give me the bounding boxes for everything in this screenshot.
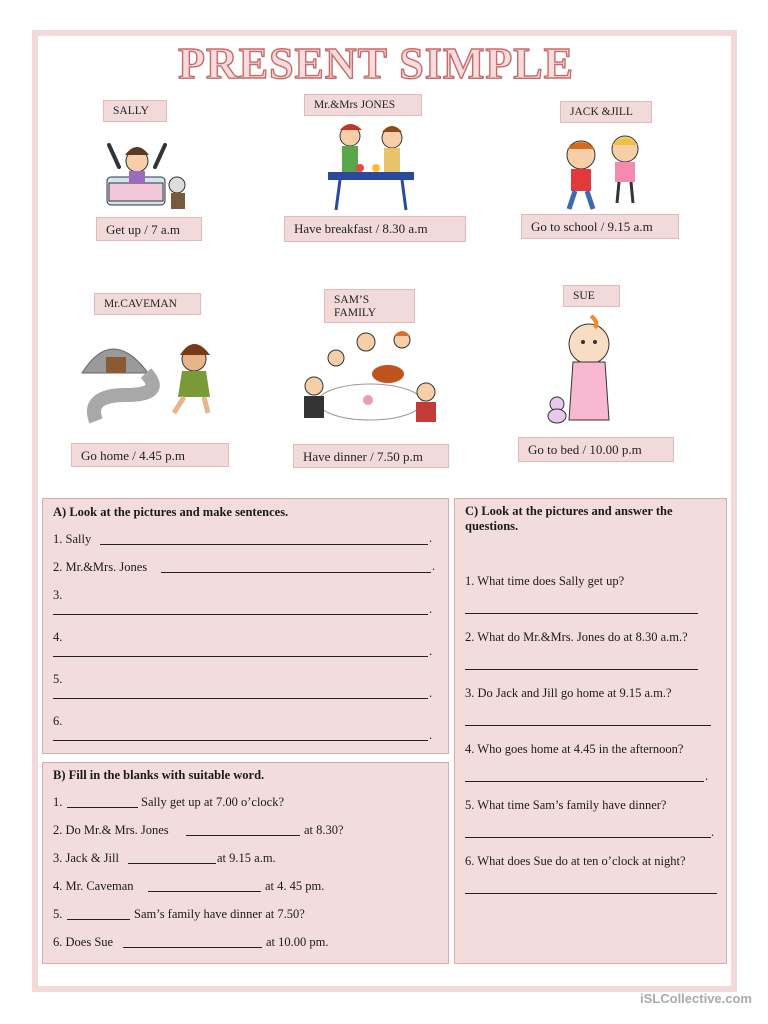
section-a-box xyxy=(42,498,449,754)
sue-baby-picture xyxy=(543,312,623,430)
answer-line-c2[interactable] xyxy=(465,669,698,670)
name-tag-sams-family xyxy=(324,289,415,323)
jack-jill-picture xyxy=(551,125,649,215)
answer-line-3[interactable] xyxy=(53,614,428,615)
period: . xyxy=(705,769,709,783)
answer-line-2[interactable] xyxy=(161,572,431,573)
caption-sally: Get up / 7 a.m xyxy=(96,217,202,241)
blank-3[interactable] xyxy=(128,863,216,864)
period: . xyxy=(429,728,433,742)
answer-line-1[interactable] xyxy=(100,544,428,545)
fill-item-2-end: at 8.30? xyxy=(304,823,344,837)
caption-jack-jill: Go to school / 9.15 a.m xyxy=(521,214,679,239)
period: . xyxy=(429,644,433,658)
caption-caveman: Go home / 4.45 p.m xyxy=(71,443,229,467)
sally-waking-picture xyxy=(105,133,190,213)
answer-line-6[interactable] xyxy=(53,740,428,741)
blank-1[interactable] xyxy=(67,807,138,808)
watermark: iSLCollective.com xyxy=(640,991,752,1006)
section-c-heading xyxy=(465,504,673,534)
fill-item-1-start: 1. xyxy=(53,795,63,809)
sentence-label-1: 1. Sally xyxy=(53,532,92,546)
fill-item-5-start: 5. xyxy=(53,907,63,921)
question-5: 5. What time Sam’s family have dinner? xyxy=(465,798,667,812)
answer-line-c6[interactable] xyxy=(465,893,717,894)
blank-5[interactable] xyxy=(67,919,130,920)
fill-item-3-end: at 9.15 a.m. xyxy=(217,851,276,865)
section-c-heading-line: C) Look at the pictures and answer the xyxy=(465,504,673,518)
answer-line-c1[interactable] xyxy=(465,613,698,614)
section-c-box xyxy=(454,498,727,964)
name-tag-sally: SALLY xyxy=(103,100,167,122)
family-dinner-picture xyxy=(298,330,442,426)
blank-6[interactable] xyxy=(123,947,262,948)
name-tag-line: SAM’S xyxy=(334,294,370,306)
fill-item-4-start: 4. Mr. Caveman xyxy=(53,879,134,893)
sentence-label-4: 4. xyxy=(53,630,63,644)
fill-item-6-end: at 10.00 pm. xyxy=(266,935,329,949)
answer-line-5[interactable] xyxy=(53,698,428,699)
period: . xyxy=(429,602,433,616)
period: . xyxy=(432,559,436,573)
answer-line-4[interactable] xyxy=(53,656,428,657)
fill-item-5-end: Sam’s family have dinner at 7.50? xyxy=(134,907,305,921)
fill-item-2-start: 2. Do Mr.& Mrs. Jones xyxy=(53,823,169,837)
section-b-box xyxy=(42,762,449,964)
name-tag-jack-jill: JACK &JILL xyxy=(560,101,652,123)
sentence-label-5: 5. xyxy=(53,672,63,686)
answer-line-c3[interactable] xyxy=(465,725,711,726)
fill-item-4-end: at 4. 45 pm. xyxy=(265,879,325,893)
question-1: 1. What time does Sally get up? xyxy=(465,574,625,588)
question-6: 6. What does Sue do at ten o’clock at night? xyxy=(465,854,686,868)
jones-breakfast-picture xyxy=(320,118,420,214)
blank-2[interactable] xyxy=(186,835,300,836)
period: . xyxy=(429,686,433,700)
caveman-picture xyxy=(76,325,222,425)
fill-item-3-start: 3. Jack & Jill xyxy=(53,851,119,865)
period: . xyxy=(711,825,715,839)
section-c-heading-line: questions. xyxy=(465,519,519,533)
name-tag-line: FAMILY xyxy=(334,307,377,319)
section-a-heading: A) Look at the pictures and make sentences. xyxy=(53,505,289,519)
question-3: 3. Do Jack and Jill go home at 9.15 a.m.? xyxy=(465,686,672,700)
fill-item-1-end: Sally get up at 7.00 o’clock? xyxy=(141,795,285,809)
answer-line-c4[interactable] xyxy=(465,781,704,782)
answer-line-c5[interactable] xyxy=(465,837,711,838)
question-2: 2. What do Mr.&Mrs. Jones do at 8.30 a.m.? xyxy=(465,630,688,644)
period: . xyxy=(429,531,433,545)
fill-item-6-start: 6. Does Sue xyxy=(53,935,114,949)
sentence-label-2: 2. Mr.&Mrs. Jones xyxy=(53,560,148,574)
page-title: PRESENT SIMPLE xyxy=(178,39,574,88)
question-4: 4. Who goes home at 4.45 in the afternoon? xyxy=(465,742,684,756)
caption-sue: Go to bed / 10.00 p.m xyxy=(518,437,674,462)
section-b-heading: B) Fill in the blanks with suitable word. xyxy=(53,768,265,782)
name-tag-caveman: Mr.CAVEMAN xyxy=(94,293,201,315)
blank-4[interactable] xyxy=(148,891,261,892)
sentence-label-6: 6. xyxy=(53,714,63,728)
name-tag-sue: SUE xyxy=(563,285,620,307)
caption-jones: Have breakfast / 8.30 a.m xyxy=(284,216,466,242)
name-tag-jones: Mr.&Mrs JONES xyxy=(304,94,422,116)
caption-sams-family: Have dinner / 7.50 p.m xyxy=(293,444,449,468)
sentence-label-3: 3. xyxy=(53,588,63,602)
